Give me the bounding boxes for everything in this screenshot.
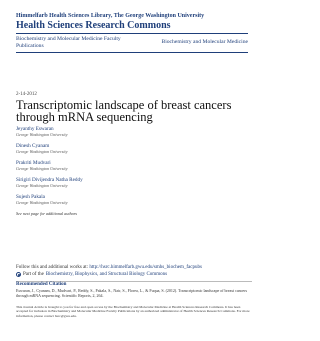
follow-prefix: Follow this and additional works at: [16, 265, 89, 270]
more-authors-note: See next page for additional authors [16, 211, 78, 216]
part-prefix: Part of the [23, 271, 44, 277]
author-affiliation: George Washington University [16, 183, 68, 188]
author-list [16, 126, 216, 216]
breadcrumb [16, 36, 248, 49]
author-name[interactable]: Sujesh Pakala [16, 194, 45, 200]
author-name[interactable]: Prakriti Mudvari [16, 160, 51, 166]
author-entry [16, 177, 216, 188]
author-affiliation: George Washington University [16, 166, 68, 171]
citation-label: Recommended Citation [16, 282, 67, 287]
collection-link[interactable]: Biochemistry and Molecular Medicine Faculty Publications [16, 36, 121, 49]
author-affiliation: George Washington University [16, 132, 68, 137]
part-of-line [16, 272, 252, 279]
institution-name: Himmelfarb Health Sciences Library, The George Washington University [16, 13, 205, 19]
citation-section [16, 282, 252, 299]
commons-link[interactable]: Biochemistry, Biophysics, and Structural Biology Commons [45, 271, 168, 277]
repository-name[interactable]: Health Sciences Research Commons [16, 20, 171, 31]
author-name[interactable]: Dinesh Cyanam [16, 143, 50, 149]
network-icon [16, 272, 21, 277]
breadcrumb-divider [16, 52, 248, 53]
citation-text: Eswaran, J., Cyanam, D., Mudvari, P., Reddy, S., Pakala, S., Nair, S., Florea, L., & Fuqua, S. (2012). Transcriptomic landscape of breast cancers through mRNA sequencing. Scientific Reports, 2, 264. [16, 288, 248, 298]
author-affiliation: George Washington University [16, 149, 68, 154]
department-link[interactable]: Biochemistry and Molecular Medicine [161, 39, 248, 45]
author-affiliation: George Washington University [16, 200, 68, 205]
repository-header [16, 13, 248, 53]
author-name[interactable]: Sirigiri Divijendra Natha Reddy [16, 177, 83, 183]
collection-url-link[interactable]: http://hsrc.himmelfarb.gwu.edu/smhs_biochem_facpubs [89, 265, 202, 270]
author-entry [16, 126, 216, 137]
follow-section [16, 265, 252, 282]
header-divider [16, 33, 248, 34]
author-entry [16, 194, 216, 205]
author-name[interactable]: Jeyanthy Eswaran [16, 126, 54, 132]
access-notice: This Journal Article is brought to you for free and open access by the Biochemistry and Molecular Medicine at Health Sciences Research Commons. It has been accepted for inclusion in Biochemistry and Molecular Medicine Faculty Publications by an authorized administrator of Health Sciences Research Commons. For more information, please contact hsrc@gwu.edu. [16, 305, 250, 318]
publication-date: 2-14-2012 [16, 92, 37, 97]
author-entry [16, 160, 216, 171]
article-title: Transcriptomic landscape of breast cancers through mRNA sequencing [16, 98, 232, 124]
author-entry [16, 143, 216, 154]
